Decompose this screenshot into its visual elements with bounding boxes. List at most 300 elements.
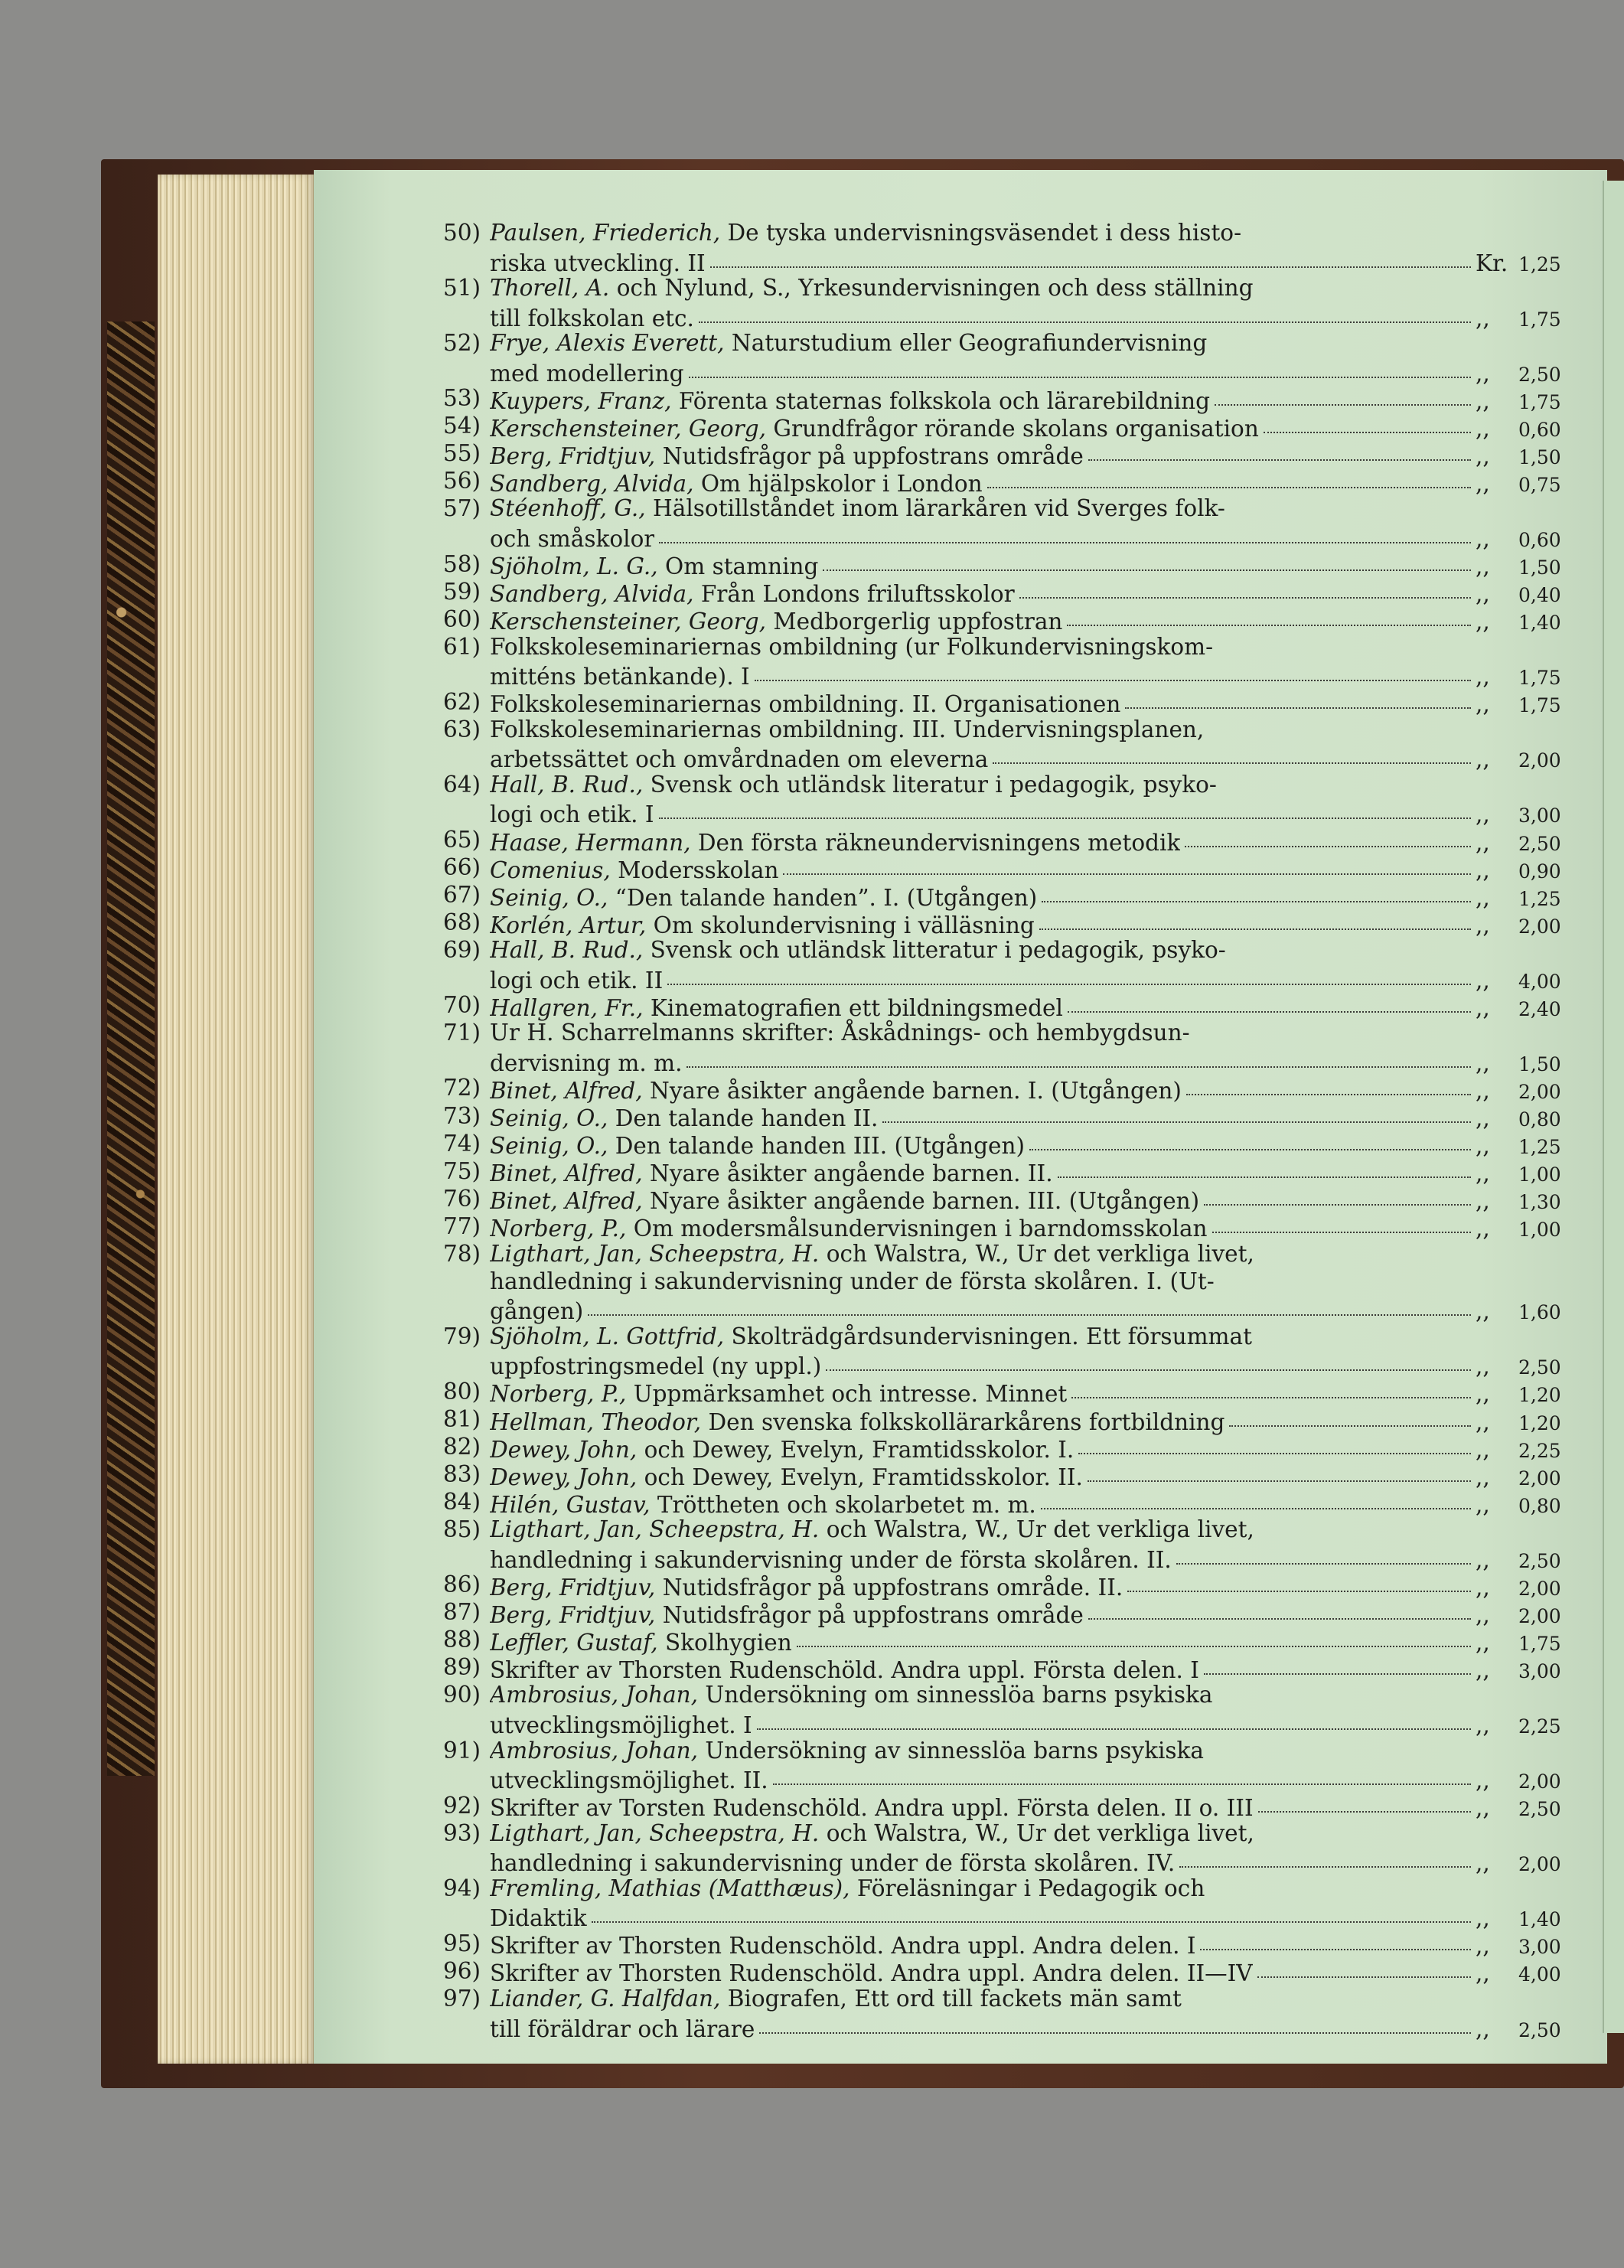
entry-text xyxy=(490,912,1035,939)
entry-title: utvecklingsmöjlighet. I xyxy=(490,1712,752,1739)
leader-dots xyxy=(1078,1430,1471,1454)
entry-text xyxy=(490,1436,1074,1464)
entry-line xyxy=(442,1792,1569,1822)
entry-line xyxy=(442,494,1569,522)
catalog-entry xyxy=(442,494,1569,553)
entry-text xyxy=(490,1353,821,1380)
leader-dots xyxy=(1127,1568,1471,1592)
entry-title: Skrifter av Thorsten Rudenschöld. Andra uppl. Första delen. I xyxy=(490,1656,1199,1683)
catalog-entry xyxy=(442,853,1569,883)
entry-author: Berg, Fridtjuv, xyxy=(490,1601,656,1628)
price: 2,00 xyxy=(1518,1577,1561,1600)
catalog-entry xyxy=(442,1737,1569,1794)
leader-dots xyxy=(1264,409,1471,433)
catalog-entry xyxy=(442,881,1569,911)
page-stack-edges xyxy=(158,175,314,2064)
entry-author: Seinig, O., xyxy=(490,884,608,911)
currency-mark: ,, xyxy=(1476,746,1490,773)
entry-number: 50) xyxy=(442,220,481,246)
currency-mark: ,, xyxy=(1476,1850,1490,1877)
entry-author: Ligthart, Jan, Scheepstra, H. xyxy=(490,1240,820,1267)
entry-title: “Den talande handen”. I. (Utgången) xyxy=(608,884,1038,911)
price: 1,75 xyxy=(1518,667,1561,690)
entry-number: 86) xyxy=(442,1571,481,1598)
entry-number: 72) xyxy=(442,1075,481,1101)
catalog-entry xyxy=(442,1102,1569,1131)
entry-line xyxy=(442,853,1569,883)
entry-line xyxy=(442,1019,1569,1046)
catalog-entry xyxy=(442,439,1569,469)
entry-number: 54) xyxy=(442,413,481,439)
leader-dots xyxy=(592,1899,1471,1924)
entry-number: 89) xyxy=(442,1654,481,1681)
currency-mark: ,, xyxy=(1476,1216,1490,1242)
entry-author: Hall, B. Rud., xyxy=(490,771,644,798)
entry-text xyxy=(490,250,706,277)
entry-number: 57) xyxy=(442,495,481,522)
entry-title: riska utveckling. II xyxy=(490,250,706,276)
entry-line xyxy=(490,964,1569,994)
leader-dots xyxy=(755,658,1471,682)
catalog-entry xyxy=(442,1212,1569,1242)
entry-title: Medborgerlig uppfostran xyxy=(766,609,1063,635)
leader-dots xyxy=(1204,1182,1471,1206)
entry-text xyxy=(490,1737,1569,1764)
leader-dots xyxy=(1215,381,1471,406)
entry-author: Haase, Hermann, xyxy=(490,829,691,856)
price: 2,00 xyxy=(1518,1770,1561,1793)
catalog-entry xyxy=(442,1130,1569,1160)
entry-author: Frye, Alexis Everett, xyxy=(490,330,725,357)
leader-dots xyxy=(826,1347,1471,1372)
entry-number: 64) xyxy=(442,771,481,798)
leader-dots xyxy=(1029,1127,1471,1151)
catalog-entry xyxy=(442,605,1569,635)
entry-number: 84) xyxy=(442,1489,481,1516)
entry-line xyxy=(442,826,1569,856)
currency-mark: ,, xyxy=(1476,1905,1490,1932)
catalog-entry xyxy=(442,467,1569,497)
entry-number: 73) xyxy=(442,1102,481,1129)
price: 2,00 xyxy=(1518,1604,1561,1627)
entry-title: Om skolundervisning i välläsning xyxy=(646,912,1035,938)
catalog-entry xyxy=(442,1653,1569,1683)
entry-number: 53) xyxy=(442,385,481,412)
entry-line xyxy=(490,1847,1569,1875)
leader-dots xyxy=(1204,1650,1471,1675)
entry-text xyxy=(490,608,1062,635)
leader-dots xyxy=(1212,1209,1471,1234)
entry-number: 62) xyxy=(442,688,481,715)
entry-line xyxy=(442,1875,1569,1902)
currency-mark: ,, xyxy=(1476,994,1490,1021)
entry-line xyxy=(442,1737,1569,1764)
leader-dots xyxy=(823,547,1471,572)
catalog-entry xyxy=(442,716,1569,773)
price: 1,50 xyxy=(1518,556,1561,579)
entry-number: 97) xyxy=(442,1986,481,2012)
entry-text xyxy=(490,1049,682,1077)
entry-text xyxy=(490,1932,1195,1960)
entry-title: Den talande handen II. xyxy=(608,1105,879,1131)
entry-author: Sjöholm, L. Gottfrid, xyxy=(490,1323,725,1349)
entry-number: 60) xyxy=(442,605,481,632)
entry-title: handledning i sakundervisning under de första skolåren. IV. xyxy=(490,1850,1176,1877)
entry-line xyxy=(442,1930,1569,1960)
entry-title: Skrifter av Thorsten Rudenschöld. Andra uppl. Andra delen. I xyxy=(490,1933,1196,1960)
leader-dots xyxy=(659,795,1471,820)
currency-mark: ,, xyxy=(1476,829,1490,856)
entry-title: Hälsotillståndet inom lärarkåren vid Sverges folk- xyxy=(645,495,1225,522)
leader-dots xyxy=(757,1706,1471,1731)
leader-dots xyxy=(1042,878,1471,902)
entry-author: Leffler, Gustaf, xyxy=(490,1629,658,1656)
currency-mark: ,, xyxy=(1476,1574,1490,1601)
marbled-edge xyxy=(107,321,155,1776)
entry-title: Didaktik xyxy=(490,1905,587,1932)
currency-mark: ,, xyxy=(1476,857,1490,883)
catalog-entry xyxy=(442,1405,1569,1435)
entry-author: Paulsen, Friederich, xyxy=(490,220,721,246)
currency-mark: ,, xyxy=(1476,1960,1490,1987)
entry-text xyxy=(490,1819,1569,1847)
entry-author: Hall, B. Rud., xyxy=(490,937,644,964)
entry-text xyxy=(490,936,1569,964)
catalog-entry xyxy=(442,1985,1569,2042)
price: 1,50 xyxy=(1518,1052,1561,1075)
entry-text xyxy=(490,494,1569,522)
entry-text xyxy=(490,1794,1254,1822)
entry-title: Biografen, Ett ord till fackets män samt xyxy=(720,1986,1182,2012)
leader-dots xyxy=(1088,1595,1471,1620)
entry-text xyxy=(490,525,654,553)
entry-line xyxy=(442,1405,1569,1435)
leader-dots xyxy=(1185,823,1471,847)
entry-line xyxy=(490,1350,1569,1378)
price: 4,00 xyxy=(1518,970,1561,993)
entry-author: Sandberg, Alvida, xyxy=(490,470,694,497)
entry-line xyxy=(490,1268,1569,1295)
entry-title: Skolträdgårdsundervisningen. Ett försummat xyxy=(724,1323,1252,1349)
entry-author: Berg, Fridtjuv, xyxy=(490,442,656,469)
catalog-list xyxy=(442,219,1569,2042)
entry-text xyxy=(490,470,983,498)
currency-mark: ,, xyxy=(1476,1408,1490,1435)
entry-author: Ambrosius, Johan, xyxy=(490,1682,699,1708)
price: 2,50 xyxy=(1518,1798,1561,1821)
catalog-entry xyxy=(442,1598,1569,1628)
price: 2,50 xyxy=(1518,832,1561,855)
currency-mark: ,, xyxy=(1476,609,1490,635)
entry-title: Folkskoleseminariernas ombildning (ur Folkundervisningskom- xyxy=(490,633,1214,660)
entry-line xyxy=(490,1295,1569,1323)
entry-line xyxy=(442,716,1569,743)
entry-number: 79) xyxy=(442,1323,481,1349)
catalog-entry xyxy=(442,329,1569,387)
entry-author: Binet, Alfred, xyxy=(490,1188,643,1215)
currency-mark: ,, xyxy=(1476,1629,1490,1656)
entry-text xyxy=(490,1960,1253,1987)
entry-text xyxy=(490,329,1569,357)
catalog-entry xyxy=(442,633,1569,690)
entry-title: gången) xyxy=(490,1298,584,1325)
entry-number: 51) xyxy=(442,275,481,302)
price: 3,00 xyxy=(1518,804,1561,827)
catalog-entry xyxy=(442,578,1569,608)
entry-title: och Dewey, Evelyn, Framtidsskolor. II. xyxy=(637,1464,1083,1490)
entry-number: 66) xyxy=(442,854,481,881)
entry-author: Seinig, O., xyxy=(490,1133,608,1160)
leader-dots xyxy=(1041,1485,1471,1509)
leader-dots xyxy=(882,1099,1471,1124)
entry-line xyxy=(442,1460,1569,1490)
entry-title: handledning i sakundervisning under de första skolåren. I. (Ut- xyxy=(490,1268,1215,1294)
entry-title: och Walstra, W., Ur det verkliga livet, xyxy=(819,1819,1254,1846)
entry-text xyxy=(490,1240,1569,1268)
price: 1,60 xyxy=(1518,1301,1561,1324)
price: 2,00 xyxy=(1518,1853,1561,1876)
price: 3,00 xyxy=(1518,1659,1561,1682)
catalog-entry xyxy=(442,826,1569,856)
price: 2,50 xyxy=(1518,1549,1561,1572)
entry-number: 68) xyxy=(442,909,481,936)
currency-mark: ,, xyxy=(1476,387,1490,414)
entry-text xyxy=(490,274,1569,302)
entry-line xyxy=(442,936,1569,964)
entry-title: och Nylund, S., Yrkesundervisningen och dess ställning xyxy=(609,275,1254,302)
entry-title: Grundfrågor rörande skolans organisation xyxy=(766,415,1259,442)
price: 2,40 xyxy=(1518,997,1561,1020)
entry-line xyxy=(490,1764,1569,1792)
price: 1,20 xyxy=(1518,1411,1561,1434)
price: 0,75 xyxy=(1518,473,1561,496)
entry-title: Ur H. Scharrelmanns skrifter: Åskådnings- och hembygdsun- xyxy=(490,1020,1190,1046)
entry-author: Liander, G. Halfdan, xyxy=(490,1986,721,2012)
leader-dots xyxy=(1039,906,1471,930)
entry-author: Ligthart, Jan, Scheepstra, H. xyxy=(490,1819,820,1846)
entry-title: och Walstra, W., Ur det verkliga livet, xyxy=(819,1240,1254,1267)
entry-author: Berg, Fridtjuv, xyxy=(490,1574,656,1601)
entry-text xyxy=(490,387,1210,415)
currency-mark: ,, xyxy=(1476,1656,1490,1683)
entry-text xyxy=(490,967,663,994)
currency-mark: ,, xyxy=(1476,1105,1490,1131)
entry-title: till folkskolan etc. xyxy=(490,305,694,331)
entry-line xyxy=(442,439,1569,469)
price: 0,40 xyxy=(1518,584,1561,607)
catalog-entry xyxy=(442,1157,1569,1187)
entry-number: 56) xyxy=(442,468,481,494)
entry-number: 61) xyxy=(442,633,481,660)
entry-author: Korlén, Artur, xyxy=(490,912,647,938)
price: 2,50 xyxy=(1518,1356,1561,1379)
currency-mark: ,, xyxy=(1476,442,1490,469)
catalog-entry xyxy=(442,1074,1569,1104)
entry-line xyxy=(442,1985,1569,2012)
currency-mark: ,, xyxy=(1476,470,1490,497)
entry-line xyxy=(490,798,1569,826)
entry-line xyxy=(442,578,1569,608)
leader-dots xyxy=(689,354,1471,378)
currency-mark: ,, xyxy=(1476,1767,1490,1794)
entry-line xyxy=(442,1598,1569,1628)
currency-mark: ,, xyxy=(1476,553,1490,580)
leader-dots xyxy=(987,464,1471,488)
price: 2,50 xyxy=(1518,2018,1561,2041)
entry-line xyxy=(442,1653,1569,1683)
entry-text xyxy=(490,1160,1053,1187)
entry-line xyxy=(442,991,1569,1021)
entry-author: Kerschensteiner, Georg, xyxy=(490,609,767,635)
catalog-entry xyxy=(442,1571,1569,1601)
entry-text xyxy=(490,1574,1123,1601)
currency-mark: ,, xyxy=(1476,360,1490,387)
price: 1,00 xyxy=(1518,1163,1561,1186)
leader-dots xyxy=(1071,1375,1471,1399)
currency-mark: ,, xyxy=(1476,1381,1490,1408)
leader-dots xyxy=(783,850,1471,875)
entry-number: 90) xyxy=(442,1682,481,1708)
entry-text xyxy=(490,1516,1569,1543)
entry-title: Om stamning xyxy=(657,553,819,580)
catalog-entry xyxy=(442,1875,1569,1932)
entry-author: Thorell, A. xyxy=(490,275,610,302)
entry-text xyxy=(490,1681,1569,1708)
entry-number: 75) xyxy=(442,1157,481,1184)
entry-text xyxy=(490,1215,1208,1242)
catalog-entry xyxy=(442,219,1569,276)
entry-line xyxy=(442,1074,1569,1104)
leader-dots xyxy=(773,1761,1471,1786)
price: 0,60 xyxy=(1518,418,1561,441)
catalog-entry xyxy=(442,1240,1569,1325)
entry-author: Hallgren, Fr., xyxy=(490,994,644,1021)
price: 1,25 xyxy=(1518,253,1561,276)
entry-line xyxy=(490,302,1569,329)
price: 2,00 xyxy=(1518,1080,1561,1103)
leader-dots xyxy=(1257,1954,1471,1979)
entry-number: 88) xyxy=(442,1627,481,1653)
entry-text xyxy=(490,1323,1569,1350)
leader-dots xyxy=(667,961,1471,985)
entry-line xyxy=(442,1102,1569,1131)
entry-text xyxy=(490,1105,878,1132)
catalog-entry xyxy=(442,274,1569,331)
entry-author: Hellman, Theodor, xyxy=(490,1408,702,1435)
entry-title: och Dewey, Evelyn, Framtidsskolor. I. xyxy=(637,1436,1075,1463)
currency-mark: ,, xyxy=(1476,1133,1490,1160)
entry-title: Nyare åsikter angående barnen. III. (Utgången) xyxy=(642,1188,1200,1215)
leader-dots xyxy=(1179,1844,1471,1868)
entry-number: 96) xyxy=(442,1957,481,1984)
entry-line xyxy=(442,467,1569,497)
entry-title: Förenta staternas folkskola och lärarebildning xyxy=(671,387,1211,414)
catalog-entry xyxy=(442,1433,1569,1463)
entry-text xyxy=(490,1464,1083,1491)
price: 1,00 xyxy=(1518,1219,1561,1242)
entry-text xyxy=(490,1875,1569,1902)
currency-mark: ,, xyxy=(1476,1160,1490,1187)
entry-number: 58) xyxy=(442,550,481,577)
entry-text xyxy=(490,1546,1172,1574)
currency-mark: ,, xyxy=(1476,415,1490,442)
entry-number: 55) xyxy=(442,440,481,467)
entry-text xyxy=(490,2015,755,2043)
entry-text xyxy=(490,771,1569,798)
entry-line xyxy=(442,1185,1569,1215)
entry-text xyxy=(490,1904,587,1932)
entry-title: Nyare åsikter angående barnen. I. (Utgången) xyxy=(642,1077,1182,1104)
entry-author: Ambrosius, Johan, xyxy=(490,1737,699,1764)
entry-line xyxy=(490,1709,1569,1737)
catalog-entry xyxy=(442,384,1569,414)
entry-title: Föreläsningar i Pedagogik och xyxy=(850,1875,1205,1901)
price: 0,90 xyxy=(1518,860,1561,883)
entry-line xyxy=(442,881,1569,911)
currency-mark: ,, xyxy=(1476,581,1490,608)
catalog-entry xyxy=(442,771,1569,828)
entry-line xyxy=(442,633,1569,661)
entry-line xyxy=(490,743,1569,771)
catalog-entry xyxy=(442,1819,1569,1877)
entry-number: 92) xyxy=(442,1792,481,1819)
entry-text xyxy=(490,553,818,580)
entry-line xyxy=(490,1902,1569,1930)
entry-line xyxy=(442,274,1569,302)
leader-dots xyxy=(797,1623,1471,1647)
leader-dots xyxy=(1068,988,1471,1013)
entry-number: 78) xyxy=(442,1240,481,1267)
leader-dots xyxy=(1258,1789,1471,1813)
entry-number: 59) xyxy=(442,578,481,605)
price: 1,40 xyxy=(1518,1908,1561,1931)
entry-title: med modellering xyxy=(490,360,684,387)
entry-title: Nutidsfrågor på uppfostrans område. II. xyxy=(655,1574,1123,1601)
entry-number: 82) xyxy=(442,1434,481,1460)
entry-number: 65) xyxy=(442,827,481,853)
entry-line xyxy=(442,1957,1569,1987)
price: 1,25 xyxy=(1518,1136,1561,1159)
currency-mark: ,, xyxy=(1476,801,1490,828)
entry-title: Nyare åsikter angående barnen. II. xyxy=(642,1160,1053,1187)
entry-number: 95) xyxy=(442,1930,481,1956)
entry-text xyxy=(490,884,1037,912)
entry-line xyxy=(442,1819,1569,1847)
currency-mark: ,, xyxy=(1476,1795,1490,1822)
entry-title: Svensk och utländsk litteratur i pedagogik, psyko- xyxy=(643,937,1226,964)
entry-text xyxy=(490,857,778,884)
leader-dots xyxy=(659,520,1471,544)
entry-number: 93) xyxy=(442,1819,481,1846)
entry-title: Tröttheten och skolarbetet m. m. xyxy=(650,1491,1036,1518)
entry-title: Från Londons friluftsskolor xyxy=(693,581,1015,608)
entry-text xyxy=(490,1297,583,1325)
entry-text xyxy=(490,1268,1569,1295)
entry-author: Sjöholm, L. G., xyxy=(490,553,658,580)
entry-line xyxy=(442,412,1569,442)
catalog-entry xyxy=(442,1323,1569,1380)
entry-author: Seinig, O., xyxy=(490,1105,608,1131)
currency-mark: ,, xyxy=(1476,1546,1490,1573)
entry-author: Comenius, xyxy=(490,857,611,883)
entry-title: Den talande handen III. (Utgången) xyxy=(608,1133,1026,1160)
entry-text xyxy=(490,801,654,828)
entry-text xyxy=(490,663,750,690)
currency-mark: ,, xyxy=(1476,1049,1490,1076)
currency-mark: ,, xyxy=(1476,884,1490,911)
catalog-entry xyxy=(442,936,1569,994)
entry-author: Stéenhoff, G., xyxy=(490,495,646,522)
